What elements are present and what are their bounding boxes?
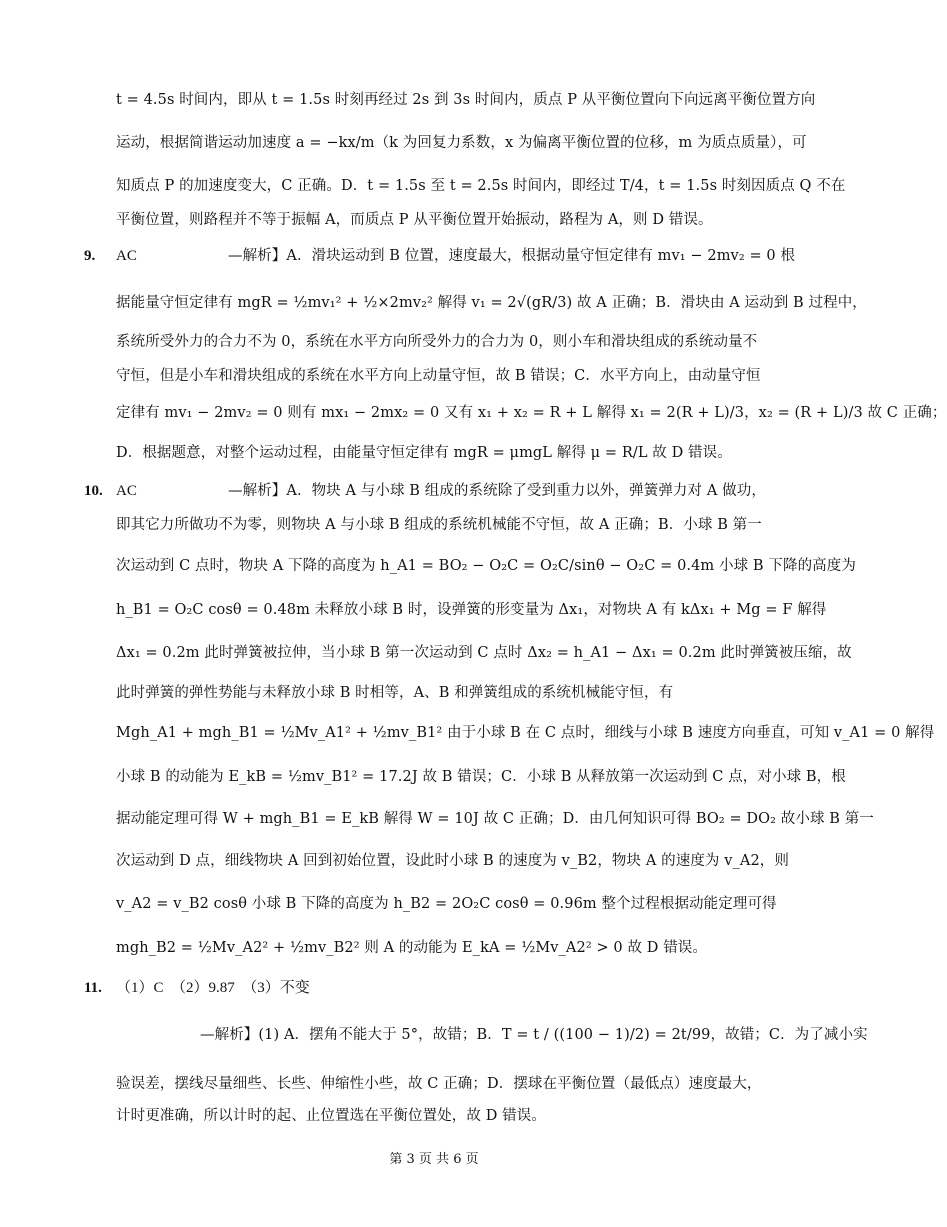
analysis-line: Mgh_A1 + mgh_B1 = ½Mv_A1² + ½mv_B1² 由于小球 B 在 C 点时，细线与小球 B 速度方向垂直，可知 v_A1 = 0 解得 xyxy=(116,725,935,741)
analysis-line: Δx₁ = 0.2m 此时弹簧被拉伸，当小球 B 第一次运动到 C 点时 Δx₂ = h_A1 − Δx₁ = 0.2m 此时弹簧被压缩，故 xyxy=(116,645,852,661)
analysis-line: 验误差，摆线尽量细些、长些、伸缩性小些，故 C 正确；D．摆球在平衡位置（最低点）速度最大， xyxy=(116,1076,762,1092)
question-number-10: 10. xyxy=(84,483,103,499)
analysis-line: h_B1 = O₂C cosθ = 0.48m 未释放小球 B 时，设弹簧的形变量为 Δx₁，对物块 A 有 kΔx₁ + Mg = F 解得 xyxy=(116,602,827,618)
text-line: 运动，根据简谐运动加速度 a = −kx/m（k 为回复力系数，x 为偏离平衡位置的位移，m 为质点质量），可 xyxy=(116,135,807,151)
analysis-line: 据能量守恒定律有 mgR = ½mv₁² + ½×2mv₂² 解得 v₁ = 2√(gR/3) 故 A 正确；B．滑块由 A 运动到 B 过程中， xyxy=(116,295,867,311)
answer-9: AC xyxy=(116,248,137,264)
analysis-line: 次运动到 D 点，细线物块 A 回到初始位置，设此时小球 B 的速度为 v_B2，物块 A 的速度为 v_A2，则 xyxy=(116,853,789,869)
analysis-line: 守恒，但是小车和滑块组成的系统在水平方向上动量守恒，故 B 错误；C．水平方向上，由动量守恒 xyxy=(116,368,761,384)
analysis-line: 即其它力所做功不为零，则物块 A 与小球 B 组成的系统机械能不守恒，故 A 正确；B．小球 B 第一 xyxy=(116,517,762,533)
analysis-line: v_A2 = v_B2 cosθ 小球 B 下降的高度为 h_B2 = 2O₂C cosθ = 0.96m 整个过程根据动能定理可得 xyxy=(116,896,777,912)
analysis-line: 系统所受外力的合力不为 0，系统在水平方向所受外力的合力为 0，则小车和滑块组成的系统动量不 xyxy=(116,334,758,350)
text-line: 知质点 P 的加速度变大，C 正确。D．t = 1.5s 至 t = 2.5s 时间内，即经过 T/4，t = 1.5s 时刻因质点 Q 不在 xyxy=(116,178,846,194)
analysis-line: 定律有 mv₁ − 2mv₂ = 0 则有 mx₁ − 2mx₂ = 0 又有 x₁ + x₂ = R + L 解得 x₁ = 2(R + L)/3，x₂ = (R + L)/3 故 C 正确； xyxy=(116,405,947,421)
analysis-line: 此时弹簧的弹性势能与未释放小球 B 时相等，A、B 和弹簧组成的系统机械能守恒，有 xyxy=(116,685,674,701)
analysis-line: 据动能定理可得 W + mgh_B1 = E_kB 解得 W = 10J 故 C 正确；D．由几何知识可得 BO₂ = DO₂ 故小球 B 第一 xyxy=(116,811,874,827)
analysis-line: 小球 B 的动能为 E_kB = ½mv_B1² = 17.2J 故 B 错误；C．小球 B 从释放第一次运动到 C 点，对小球 B，根 xyxy=(116,769,846,785)
analysis-line: mgh_B2 = ½Mv_A2² + ½mv_B2² 则 A 的动能为 E_kA = ½Mv_A2² > 0 故 D 错误。 xyxy=(116,940,707,956)
analysis-line: D．根据题意，对整个运动过程，由能量守恒定律有 mgR = μmgL 解得 μ = R/L 故 D 错误。 xyxy=(116,445,732,461)
analysis-line: —解析】(1) A．摆角不能大于 5°，故错；B．T = t / ((100 − 1)/2) = 2t/99，故错；C．为了减小实 xyxy=(200,1027,868,1043)
answer-11: （1）C （2）9.87 （3）不变 xyxy=(116,980,310,996)
text-line: 平衡位置，则路程并不等于振幅 A，而质点 P 从平衡位置开始振动，路程为 A，则 D 错误。 xyxy=(116,212,713,228)
analysis-line: 计时更准确，所以计时的起、止位置选在平衡位置处，故 D 错误。 xyxy=(116,1108,546,1124)
question-number-11: 11. xyxy=(84,980,102,996)
analysis-line: 次运动到 C 点时，物块 A 下降的高度为 h_A1 = BO₂ − O₂C = O₂C/sinθ − O₂C = 0.4m 小球 B 下降的高度为 xyxy=(116,558,856,574)
question-number-9: 9. xyxy=(84,248,96,264)
page-footer: 第 3 页 共 6 页 xyxy=(389,1152,479,1167)
text-line: t = 4.5s 时间内，即从 t = 1.5s 时刻再经过 2s 到 3s 时间内，质点 P 从平衡位置向下向远离平衡位置方向 xyxy=(116,92,816,108)
analysis-line: —解析】A．物块 A 与小球 B 组成的系统除了受到重力以外，弹簧弹力对 A 做功， xyxy=(228,483,766,499)
answer-10: AC xyxy=(116,483,137,499)
analysis-line: —解析】A．滑块运动到 B 位置，速度最大，根据动量守恒定律有 mv₁ − 2mv₂ = 0 根 xyxy=(228,248,796,264)
